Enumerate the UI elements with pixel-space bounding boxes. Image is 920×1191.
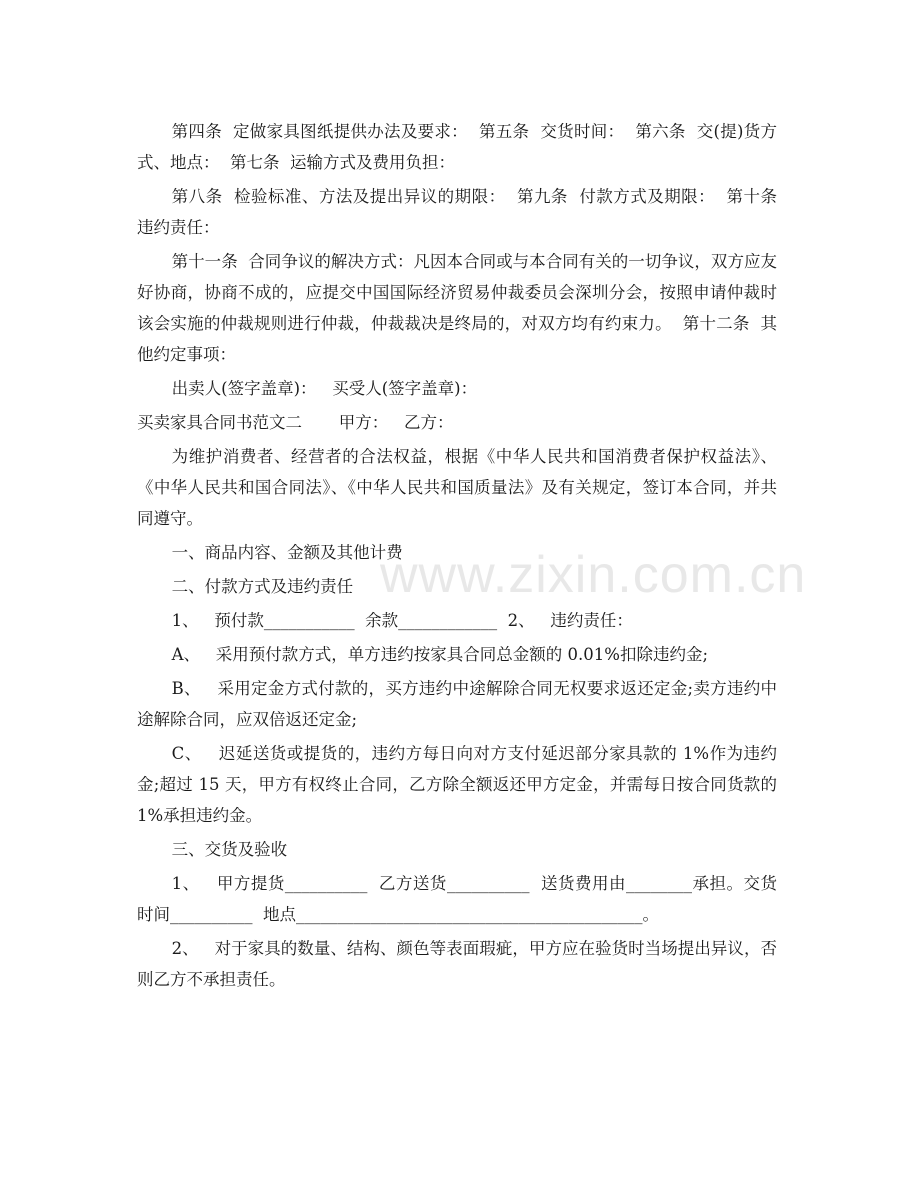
paragraph-article-11-dispute: 第十一条 合同争议的解决方式：凡因本合同或与本合同有关的一切争议，双方应友好协商，协商不成的，应提交中国国际经济贸易仲裁委员会深圳分会，按照申请仲裁时该会实施的仲裁规则进行仲裁，仲裁裁决是终局的，对双方均有约束力。 第十二条 其他约定事项： — [137, 252, 777, 364]
paragraph-articles-4-7: 第四条 定做家具图纸提供办法及要求： 第五条 交货时间： 第六条 交(提)货方式、地点： 第七条 运输方式及费用负担： — [137, 122, 777, 172]
watermark: www.zixin.com.cn — [380, 546, 807, 604]
paragraph-clause-c: C、 迟延送货或提货的，违约方每日向对方支付延迟部分家具款的 1%作为违约金;超过 15 天，甲方有权终止合同，乙方除全额返还甲方定金，并需每日按合同货款的 1%承担违约金。 — [137, 744, 783, 825]
document-body — [137, 116, 788, 995]
paragraph-sample-two-heading: 买卖家具合同书范文二 甲方： 乙方： — [137, 413, 454, 432]
section-heading-payment: 二、付款方式及违约责任 — [171, 577, 354, 596]
paragraph-signatures: 出卖人(签字盖章)： 买受人(签字盖章)： — [171, 379, 478, 398]
paragraph-clause-a: A、 采用预付款方式，单方违约按家具合同总金额的 0.01%扣除违约金; — [171, 645, 709, 664]
paragraph-preamble: 为维护消费者、经营者的合法权益，根据《中华人民共和国消费者保护权益法》、《中华人民共和国合同法》、《中华人民共和国质量法》及有关规定，签订本合同，并共同遵守。 — [137, 447, 777, 528]
paragraph-payment-terms: 1、 预付款___________ 余款____________ 2、 违约责任： — [171, 611, 633, 630]
section-heading-goods: 一、商品内容、金额及其他计费 — [171, 543, 403, 562]
paragraph-delivery-terms: 1、 甲方提货__________ 乙方送货__________ 送货费用由________承担。交货时间__________ 地点__________________________________________。 — [137, 874, 777, 924]
paragraph-defect-objection: 2、 对于家具的数量、结构、颜色等表面瑕疵，甲方应在验货时当场提出异议，否则乙方不承担责任。 — [137, 939, 777, 989]
paragraph-clause-b: B、 采用定金方式付款的，买方违约中途解除合同无权要求返还定金;卖方违约中途解除合同，应双倍返还定金; — [137, 679, 777, 729]
section-heading-delivery: 三、交货及验收 — [171, 840, 288, 859]
paragraph-articles-8-10: 第八条 检验标准、方法及提出异议的期限： 第九条 付款方式及期限： 第十条 违约责任： — [137, 187, 788, 237]
